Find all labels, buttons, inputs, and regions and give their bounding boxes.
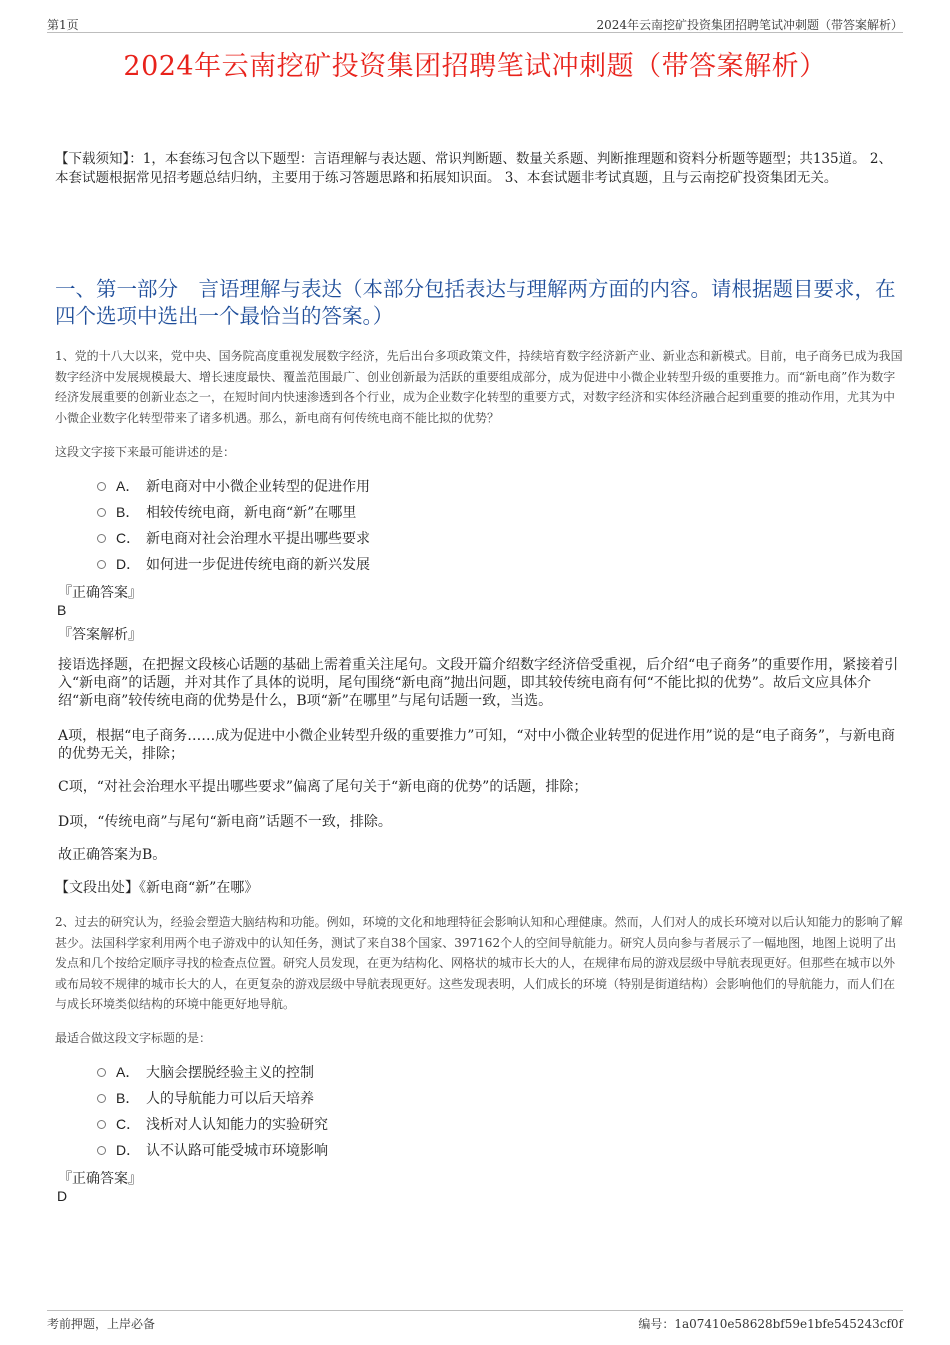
radio-icon[interactable] [97, 560, 106, 569]
page-header [47, 14, 903, 33]
option-text: 新电商对社会治理水平提出哪些要求 [146, 531, 370, 547]
question-2-options [97, 1059, 597, 1163]
option-text: 大脑会摆脱经验主义的控制 [146, 1065, 314, 1081]
analysis-paragraph: A项，根据“电子商务……成为促进中小微企业转型升级的重要推力”可知，“对中小微企业转型的促进作用”说的是“电子商务”，与新电商的优势无关，排除； [58, 728, 896, 762]
analysis-paragraph: 接语选择题，在把握文段核心话题的基础上需着重关注尾句。文段开篇介绍数字经济倍受重视，后介绍“电子商务”的重要作用，紧接着引入“新电商”的话题，并对其作了具体的说明，尾句围绕“新电商”抛出问题，即其较传统电商有何“不能比拟的优势”。故后文应具体介绍“新电商”较传统电商的优势是什么，B项“新”在哪里”与尾句话题一致，当选。 [58, 657, 899, 709]
radio-icon[interactable] [97, 1120, 106, 1129]
section-heading: 一、第一部分 言语理解与表达（本部分包括表达与理解两方面的内容。请根据题目要求，在四个选项中选出一个最恰当的答案。） [55, 277, 896, 328]
question-1-option-c[interactable] [97, 525, 597, 551]
option-letter: C． [116, 530, 141, 546]
option-text: 如何进一步促进传统电商的新兴发展 [146, 557, 370, 573]
option-text: 认不认路可能受城市环境影响 [146, 1143, 328, 1159]
question-2-option-c[interactable] [97, 1111, 597, 1137]
question-2-answer: D [57, 1188, 68, 1204]
header-doc-title: 2024年云南挖矿投资集团招聘笔试冲刺题（带答案解析） [596, 18, 903, 32]
question-1-source: 【文段出处】《新电商“新”在哪》 [55, 880, 259, 896]
question-2-stem: 2、过去的研究认为，经验会塑造大脑结构和功能。例如，环境的文化和地理特征会影响认知和心理健康。然而，人们对人的成长环境对以后认知能力的影响了解甚少。法国科学家利用两个电子游戏中的认知任务，测试了来自38个国家、397162个人的空间导航能力。研究人员向参与者展示了一幅地图，地图上说明了出发点和几个按给定顺序寻找的检查点位置。研究人员发现，在更为结构化、网格状的城市长大的人，在规律布局的游戏层级中导航表现更好。但那些在城市以外或布局较不规律的城市长大的人，在更复杂的游戏层级中导航表现更好。这些发现表明，人们成长的环境（特别是街道结构）会影响他们的导航能力，而人们在与成长环境类似结构的环境中能更好地导航。 [55, 915, 903, 1011]
footer-slogan: 考前押题，上岸必备 [47, 1317, 156, 1331]
question-1-option-d[interactable] [97, 551, 597, 577]
analysis-paragraph: C项，“对社会治理水平提出哪些要求”偏离了尾句关于“新电商的优势”的话题，排除； [58, 779, 588, 795]
question-2-prompt: 最适合做这段文字标题的是： [55, 1031, 212, 1045]
option-letter: D． [116, 1142, 141, 1158]
question-2-option-a[interactable] [97, 1059, 597, 1085]
radio-icon[interactable] [97, 508, 106, 517]
option-letter: B． [116, 504, 140, 520]
question-2-option-d[interactable] [97, 1137, 597, 1163]
radio-icon[interactable] [97, 482, 106, 491]
question-1-stem: 1、党的十八大以来，党中央、国务院高度重视发展数字经济，先后出台多项政策文件，持续培育数字经济新产业、新业态和新模式。目前，电子商务已成为我国数字经济中发展规模最大、增长速度最快、覆盖范围最广、创业创新最为活跃的重要组成部分，成为促进中小微企业转型升级的重要推力。而“新电商”作为数字经济发展重要的创新业态之一，在短时间内快速渗透到各个行业，成为企业数字化转型的重要方式，对数字经济和实体经济融合起到重要的推动作用，尤其为中小微企业数字化转型带来了诸多机遇。那么，新电商有何传统电商不能比拟的优势？ [55, 349, 903, 425]
page-title: 2024年云南挖矿投资集团招聘笔试冲刺题（带答案解析） [123, 51, 827, 82]
option-letter: A． [116, 478, 140, 494]
question-1-options [97, 473, 597, 577]
question-1-option-b[interactable] [97, 499, 597, 525]
option-text: 人的导航能力可以后天培养 [146, 1091, 314, 1107]
option-letter: C． [116, 1116, 141, 1132]
option-letter: A． [116, 1064, 140, 1080]
option-text: 新电商对中小微企业转型的促进作用 [146, 479, 370, 495]
radio-icon[interactable] [97, 1146, 106, 1155]
download-notice: 【下载须知】：1，本套练习包含以下题型：言语理解与表达题、常识判断题、数量关系题、判断推理题和资料分析题等题型；共135道。 2、本套试题根据常见招考题总结归纳，主要用于练习答题思路和拓展知识面。 3、本套试题非考试真题，且与云南挖矿投资集团无关。 [55, 151, 892, 186]
analysis-paragraph: D项，“传统电商”与尾句“新电商”话题不一致，排除。 [58, 814, 392, 830]
question-1-answer-label: 『正确答案』 [58, 585, 142, 601]
radio-icon[interactable] [97, 534, 106, 543]
page-footer [47, 1310, 903, 1335]
option-text: 浅析对人认知能力的实验研究 [146, 1117, 328, 1133]
option-letter: D． [116, 556, 141, 572]
question-2-answer-label: 『正确答案』 [58, 1171, 142, 1187]
radio-icon[interactable] [97, 1094, 106, 1103]
question-1-analysis-label: 『答案解析』 [58, 627, 142, 643]
option-text: 相较传统电商，新电商“新”在哪里 [146, 505, 357, 521]
analysis-paragraph: 故正确答案为B。 [58, 847, 167, 863]
footer-doc-id: 编号：1a07410e58628bf59e1bfe545243cf0f [638, 1317, 903, 1331]
question-1-prompt: 这段文字接下来最可能讲述的是： [55, 445, 236, 459]
page-number: 第1页 [47, 18, 79, 32]
option-letter: B． [116, 1090, 140, 1106]
question-1-option-a[interactable] [97, 473, 597, 499]
question-1-answer: B [57, 602, 67, 618]
radio-icon[interactable] [97, 1068, 106, 1077]
question-2-option-b[interactable] [97, 1085, 597, 1111]
